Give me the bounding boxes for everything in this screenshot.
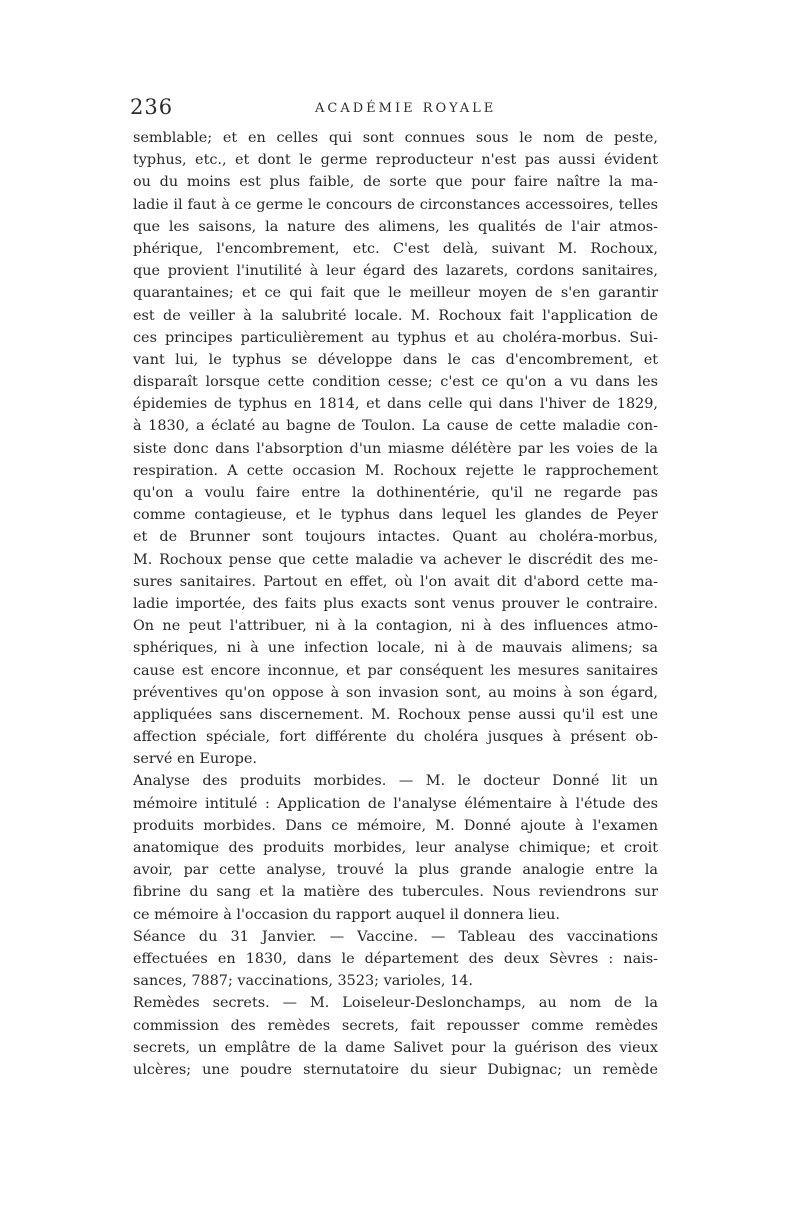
text-line: effectuées en 1830, dans le département des deux Sèvres : nais- [133,950,658,967]
text-line: avoir, par cette analyse, trouvé la plus grande analogie entre la [133,862,658,879]
body-text [133,127,658,1081]
text-line: fibrine du sang et la matière des tubercules. Nous reviendrons sur [133,884,658,901]
text-line: appliquées sans discernement. M. Rochoux pense aussi qu'il est une [133,706,658,723]
text-line: sphériques, ni à une infection locale, ni à de mauvais alimens; sa [133,640,658,657]
text-line: mémoire intitulé : Application de l'analyse élémentaire à l'étude des [133,795,658,812]
text-line: disparaît lorsque cette condition cesse; c'est ce qu'on a vu dans les [133,374,658,391]
text-line: respiration. A cette occasion M. Rochoux rejette le rapprochement [133,462,658,479]
text-line: servé en Europe. [133,751,257,768]
text-line: ce mémoire à l'occasion du rapport auquel il donnera lieu. [133,906,560,923]
text-line: épidemies de typhus en 1814, et dans celle qui dans l'hiver de 1829, [133,396,658,413]
text-line: anatomique des produits morbides, leur analyse chimique; et croit [133,840,658,856]
text-line: comme contagieuse, et le typhus dans lequel les glandes de Peyer [133,507,658,524]
page-header [130,95,660,125]
text-line: affection spéciale, fort différente du choléra jusques à présent ob- [133,729,658,746]
text-line: sures sanitaires. Partout en effet, où l'on avait dit d'abord cette ma- [133,573,658,590]
text-line: et de Brunner sont toujours intactes. Quant au choléra-morbus, [133,529,658,546]
text-line: que les saisons, la nature des alimens, les qualités de l'air atmos- [133,218,658,235]
text-line: qu'on a voulu faire entre la dothinentérie, qu'il ne regarde pas [133,485,658,501]
text-line: Analyse des produits morbides. — M. le docteur Donné lit un [133,773,658,790]
text-line: semblable; et en celles qui sont connues sous le nom de peste, [133,130,658,146]
text-line: phérique, l'encombrement, etc. C'est delà, suivant M. Rochoux, [133,240,658,257]
text-line: vant lui, le typhus se développe dans le cas d'encombrement, et [133,351,658,368]
text-line: préventives qu'on oppose à son invasion sont, au moins à son égard, [133,684,658,701]
text-line: Séance du 31 Janvier. — Vaccine. — Tableau des vaccinations [133,928,658,945]
text-line: M. Rochoux pense que cette maladie va achever le discrédit des me- [133,551,658,568]
text-line: typhus, etc., et dont le germe reproducteur n'est pas aussi évident [133,152,658,169]
text-line: ou du moins est plus faible, de sorte que pour faire naître la ma- [133,174,658,191]
text-line: ulcères; une poudre sternutatoire du sieur Dubignac; un remède [133,1061,658,1078]
text-line: Remèdes secrets. — M. Loiseleur-Deslonchamps, au nom de la [133,995,658,1012]
text-line: On ne peut l'attribuer, ni à la contagion, ni à des influences atmo- [133,618,658,635]
text-line: siste donc dans l'absorption d'un miasme délétère par les voies de la [133,440,658,457]
text-line: commission des remèdes secrets, fait repousser comme remèdes [133,1017,658,1034]
text-line: cause est encore inconnue, et par conséquent les mesures sanitaires [133,662,658,679]
page-number: 236 [130,95,174,119]
running-head: ACADÉMIE ROYALE [315,101,497,116]
text-line: ces principes particulièrement au typhus et au choléra-morbus. Sui- [133,329,658,346]
text-line: est de veiller à la salubrité locale. M. Rochoux fait l'application de [133,307,658,324]
text-line: secrets, un emplâtre de la dame Salivet pour la guérison des vieux [133,1039,658,1056]
text-line: que provient l'inutilité à leur égard des lazarets, cordons sanitaires, [133,263,658,280]
text-line: quarantaines; et ce qui fait que le meilleur moyen de s'en garantir [133,285,658,302]
text-line: sances, 7887; vaccinations, 3523; varioles, 14. [133,973,473,990]
text-line: à 1830, a éclaté au bagne de Toulon. La cause de cette maladie con- [133,418,658,435]
text-line: produits morbides. Dans ce mémoire, M. Donné ajoute à l'examen [133,817,658,834]
text-line: ladie il faut à ce germe le concours de circonstances accessoires, telles [133,196,658,213]
text-line: ladie importée, des faits plus exacts sont venus prouver le contraire. [133,595,658,612]
